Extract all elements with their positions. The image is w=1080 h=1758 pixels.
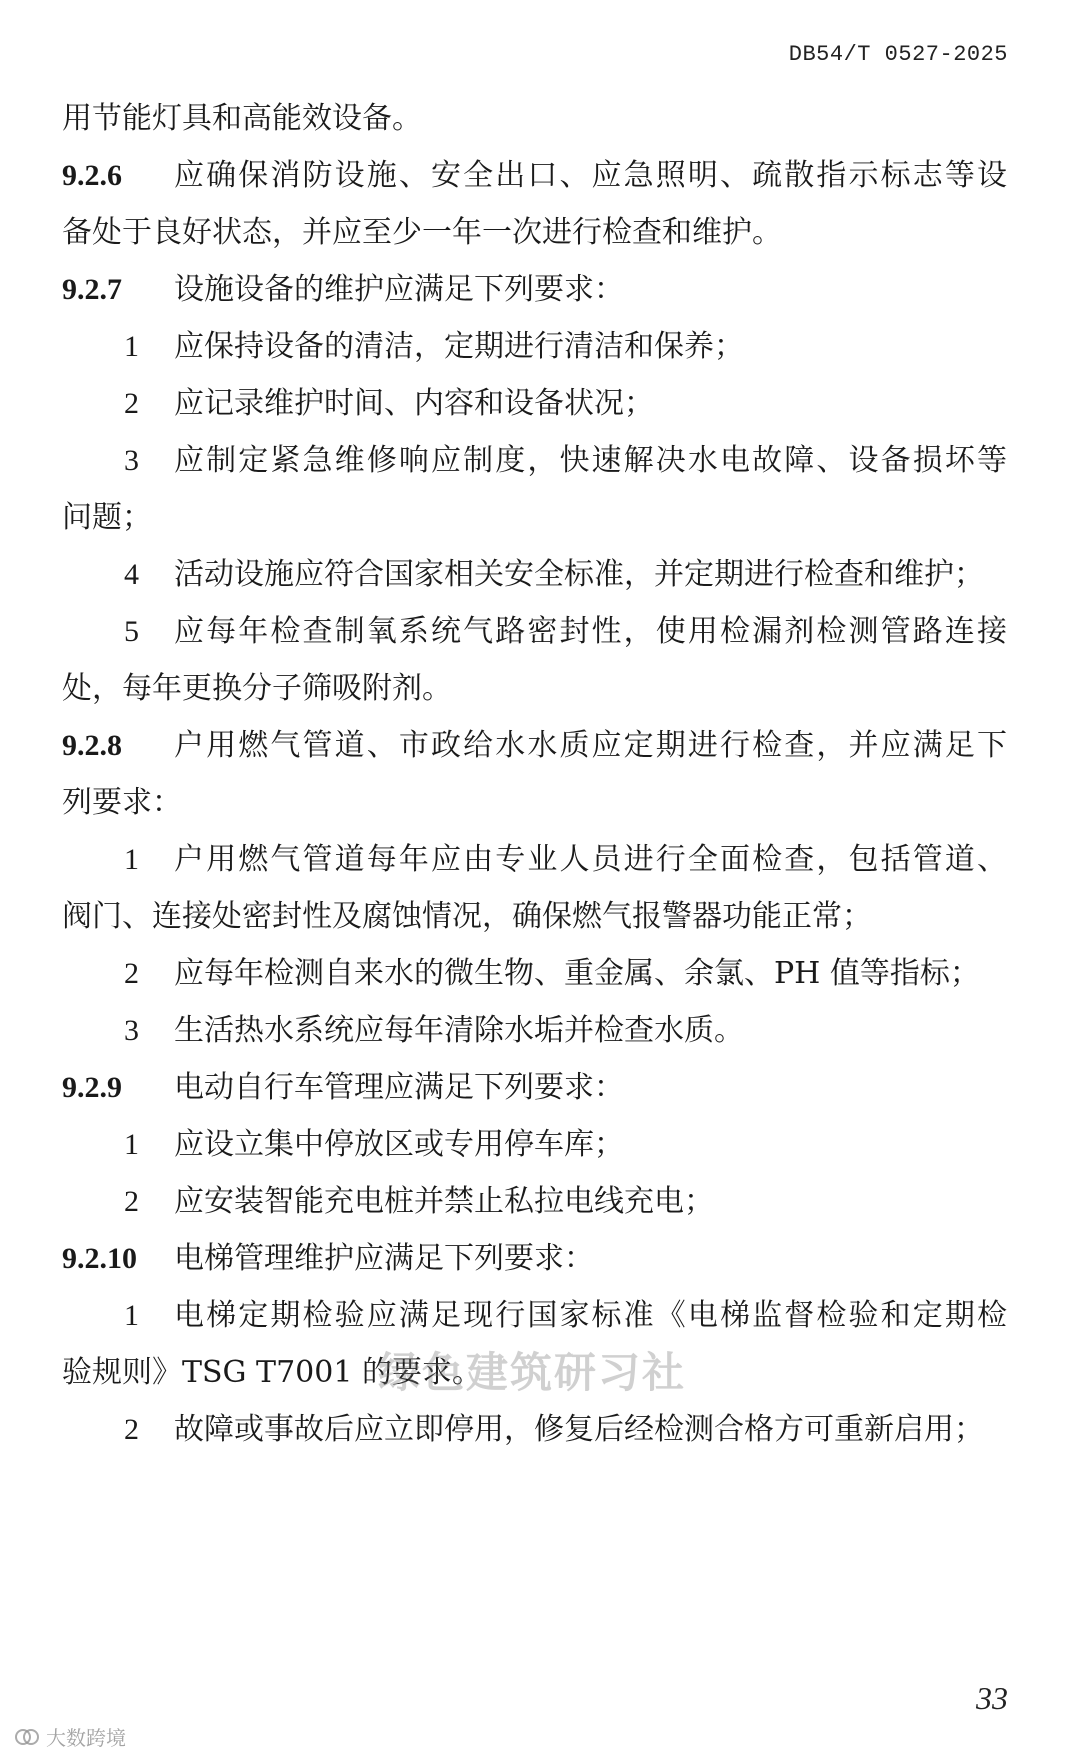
item-number: 1 <box>124 1128 139 1161</box>
clause-line <box>62 1235 1007 1283</box>
list-item-line <box>62 950 1007 998</box>
footer-logo-text: 大数跨境 <box>46 1726 126 1750</box>
clause-number: 9.2.6 <box>62 159 122 192</box>
item-text: 生活热水系统应每年清除水垢并检查水质。 <box>174 1013 744 1048</box>
list-item-line <box>62 608 1010 656</box>
continuation-text: 用节能灯具和高能效设备。 <box>62 101 422 136</box>
list-item-line <box>62 1178 1007 1226</box>
item-text: 应每年检查制氧系统气路密封性，使用检漏剂检测管路连接 <box>174 614 1010 649</box>
clause-text: 电梯管理维护应满足下列要求： <box>174 1241 594 1276</box>
item-text: 应记录维护时间、内容和设备状况； <box>174 386 654 421</box>
clause-line <box>62 722 1010 770</box>
clause-number: 9.2.7 <box>62 273 122 306</box>
item-number: 3 <box>124 1014 139 1047</box>
list-item-line <box>62 323 1007 371</box>
list-item-line <box>62 437 1010 485</box>
clause-line <box>62 1064 1007 1112</box>
item-number: 4 <box>124 558 139 591</box>
continuation-line <box>62 779 1007 827</box>
item-text: 应保持设备的清洁，定期进行清洁和保养； <box>174 329 744 364</box>
item-text: 应安装智能充电桩并禁止私拉电线充电； <box>174 1184 714 1219</box>
list-item-line <box>62 1007 1007 1055</box>
logo-icon <box>14 1726 40 1748</box>
item-text: 应设立集中停放区或专用停车库； <box>174 1127 624 1162</box>
footer-logo <box>14 1722 126 1751</box>
continuation-text: 问题； <box>62 500 152 535</box>
continuation-line <box>62 494 1007 542</box>
clause-line <box>62 152 1010 200</box>
list-item-line <box>62 1406 1007 1454</box>
document-code: DB54/T 0527-2025 <box>788 42 1008 67</box>
list-item-line <box>62 1121 1007 1169</box>
continuation-line <box>62 209 1007 257</box>
item-number: 2 <box>124 1413 139 1446</box>
clause-text: 户用燃气管道、市政给水水质应定期进行检查，并应满足下 <box>174 728 1010 763</box>
page-number: 33 <box>976 1680 1008 1716</box>
item-text: 电梯定期检验应满足现行国家标准《电梯监督检验和定期检 <box>174 1298 1010 1333</box>
continuation-line <box>62 665 1007 713</box>
item-text: 应制定紧急维修响应制度，快速解决水电故障、设备损坏等 <box>174 443 1010 478</box>
item-text: 户用燃气管道每年应由专业人员进行全面检查，包括管道、 <box>174 842 1010 877</box>
clause-text: 应确保消防设施、安全出口、应急照明、疏散指示标志等设 <box>174 158 1010 193</box>
list-item-line <box>62 380 1007 428</box>
clause-text: 电动自行车管理应满足下列要求： <box>174 1070 624 1105</box>
continuation-text: 处，每年更换分子筛吸附剂。 <box>62 671 452 706</box>
item-number: 2 <box>124 957 139 990</box>
item-text: 活动设施应符合国家相关安全标准，并定期进行检查和维护； <box>174 557 984 592</box>
clause-text: 设施设备的维护应满足下列要求： <box>174 272 624 307</box>
item-number: 3 <box>124 444 139 477</box>
continuation-text: 备处于良好状态，并应至少一年一次进行检查和维护。 <box>62 215 782 250</box>
clause-number: 9.2.8 <box>62 729 122 762</box>
item-number: 1 <box>124 843 139 876</box>
watermark-text: 绿色建筑研习社 <box>378 1348 687 1397</box>
item-text: 故障或事故后应立即停用，修复后经检测合格方可重新启用； <box>174 1412 984 1447</box>
clause-line <box>62 266 1007 314</box>
continuation-text: 验规则》TSG T7001 的要求。 <box>62 1355 482 1390</box>
item-number: 2 <box>124 387 139 420</box>
continuation-line <box>62 893 1007 941</box>
clause-number: 9.2.9 <box>62 1071 122 1104</box>
item-number: 1 <box>124 330 139 363</box>
clause-number: 9.2.10 <box>62 1242 137 1275</box>
item-text: 应每年检测自来水的微生物、重金属、余氯、PH 值等指标； <box>174 956 980 991</box>
list-item-line <box>62 836 1010 884</box>
continuation-text: 阀门、连接处密封性及腐蚀情况，确保燃气报警器功能正常； <box>62 899 872 934</box>
continuation-line <box>62 95 1007 143</box>
item-number: 1 <box>124 1299 139 1332</box>
continuation-text: 列要求： <box>62 785 182 820</box>
list-item-line <box>62 1292 1010 1340</box>
item-number: 2 <box>124 1185 139 1218</box>
list-item-line <box>62 551 1007 599</box>
item-number: 5 <box>124 615 139 648</box>
